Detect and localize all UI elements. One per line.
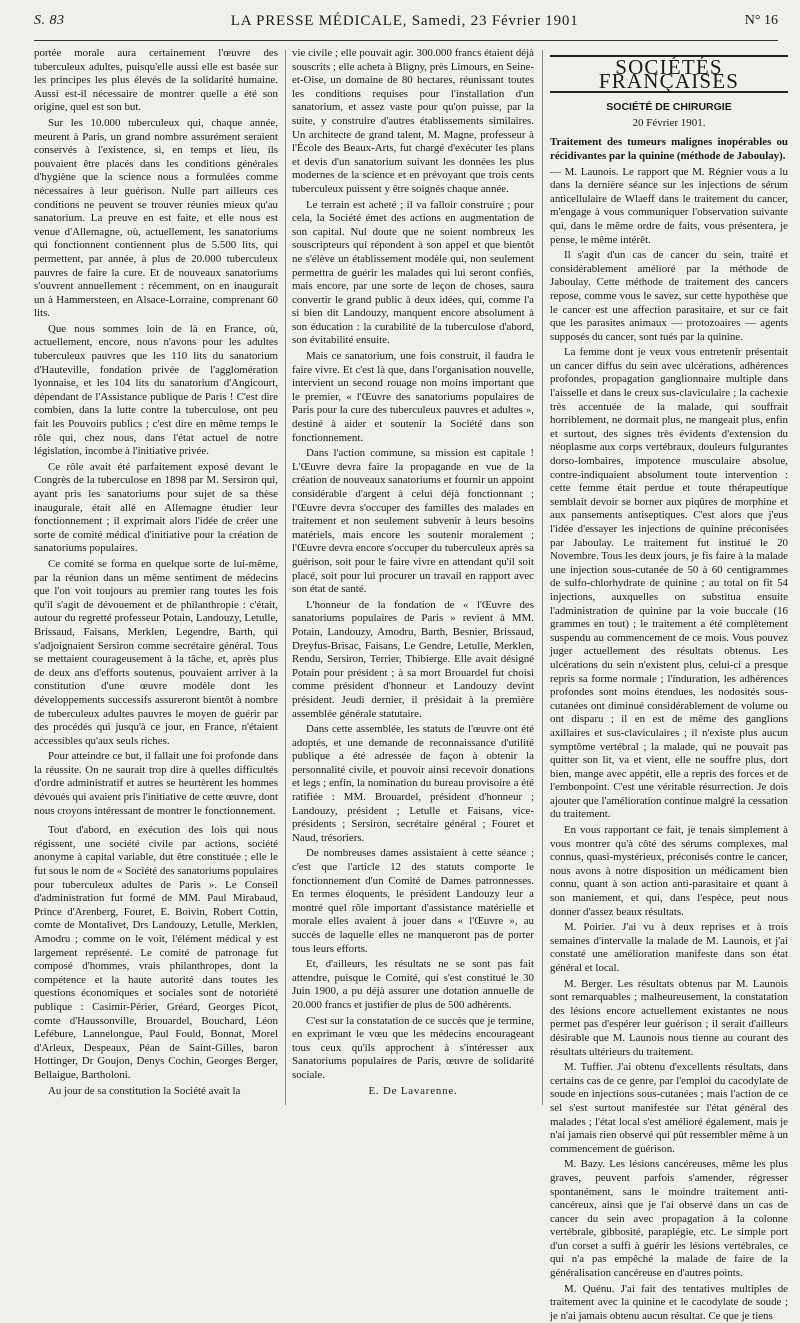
journal-title-date: LA PRESSE MÉDICALE, Samedi, 23 Février 1901 [230,12,579,29]
paragraph: M. Tuffier. J'ai obtenu d'excellents résultats, dans certains cas de ce genre, par l'emploi du cacodylate de soude en injections sous-cutanées ; mais l'action de ce sel s'est surtout manifestée sur l'état général des malades ; l'état local s'est amélioré également, mais je n'ai jamais rien observé qui pût ressembler même à un commencement de guérison. [550,1061,788,1155]
header-rule [34,40,778,41]
paragraph: portée morale aura certainement l'œuvre des tuberculeux adultes, puisqu'elle aussi elle est basée sur les principes les plus élevés de la solidarité humaine. Aussi est-il nécessaire de montrer quelle a été son origine, quel est son but. [34,47,278,114]
paragraph: Sur les 10.000 tuberculeux qui, chaque année, meurent à Paris, un grand nombre assurément seraient conservés à l'existence, si, en temps et lieu, ils pouvaient être placés dans les conditions générales d'hygiène que la science nous a formulées comme nécessaires à leur guérison. Nulle part ailleurs ces conditions ne peuvent se trouver réunies mieux qu'au sanatorium. La preuve en est faite, et elle nous est venue d'Allemagne, où, actuellement, les sanatoriums qui fonctionnent contiennent plus de 5.500 lits, qui permettent, par année, à plus de 20.000 tuberculeux pauvres de faire la cure. Et de nouveaux sanatoriums s'ouvrent annuellement : récemment, on en inaugurait un à Hammersteen, en Alsace-Lorraine, comprenant 60 lits. [34,116,278,320]
paragraph: C'est sur la constatation de ce succès que je termine, en exprimant le vœu que les médecins encourageant tous ceux qu'ils approchent à s'intéresser aux Sanatoriums populaires de Paris, œuvre de solidarité sociale. [292,1014,534,1081]
paragraph: Dans l'action commune, sa mission est capitale ! L'Œuvre devra faire la propagande en vue de la création de nouveaux sanatoriums et fournir un appoint considérable d'argent à celui déjà fonctionnant ; l'Œuvre devra s'occuper des familles des malades en traitement et non seulement subvenir à leurs besoins matériels, mais encore les soutenir moralement ; l'Œuvre devra encore s'occuper du tuberculeux après sa guérison, soit pour le faire vivre en attendant qu'il soit placé, soit pour lui procurer un travail en rapport avec son état de santé. [292,447,534,596]
paragraph: Dans cette assemblée, les statuts de l'œuvre ont été adoptés, et une demande de reconnaissance d'utilité publique a été adressée de façon à obtenir la personnalité civile, et pouvoir ainsi recevoir donations et legs ; enfin, la nomination du bureau provisoire a été ratifiée : MM. Brouardel, président d'honneur ; Landouzy, président ; Letulle et Faisans, vice-présidents ; Sersiron, secrétaire général ; Fouret et Naud, trésoriers. [292,723,534,844]
author-signature: E. De Lavarenne. [368,1084,458,1097]
paragraph: — M. Launois. Le rapport que M. Régnier vous a lu dans la dernière séance sur les injections de sérum anticellulaire de Wlaeff dans le traitement du cancer, m'engage à vous communiquer l'observation suivante qui, dans le même ordre de faits, vous présentera, je pense, le même intérêt. [550,165,788,246]
paragraph: M. Poirier. J'ai vu à deux reprises et à trois semaines d'intervalle la malade de M. Launois, et j'ai constaté une amélioration manifeste dans son état général et local. [550,921,788,974]
paragraph: M. Quénu. J'ai fait des tentatives multiples de traitement avec la quinine et le cacodylate de soude ; je n'ai jamais obtenu aucun résultat. Ce que je tiens [550,1282,788,1322]
paragraph: Le terrain est acheté ; il va falloir construire ; pour cela, la Société émet des actions en augmentation de son capital. Nul doute que ne soient nombreux les souscripteurs qui répondent à son appel et que bientôt ne s'élève un établissement modèle qui, non seulement permettra de guérir les malades qui lui seront confiés, mais encore, par une sorte de leçon de choses, saura convertir le grand public à deux idées, qui, comme l'a si bien dit Landouzy, manquent encore absolument à son éducation : la curabilité de la tuberculose d'abord, son évitabilité ensuite. [292,198,534,347]
paragraph: De nombreuses dames assistaient à cette séance ; c'est que l'article 12 des statuts comporte le fonctionnement d'un Comité de Dames patronnesses. En termes éloquents, le président Landouzy leur a montré quel rôle important d'assistance matérielle et morale elles avaient à jouer dans « l'Œuvre », au succès de laquelle elles ne manqueront pas de porter tous leurs efforts. [292,847,534,955]
page-header [34,4,778,38]
column-divider [542,50,543,1105]
paragraph: Il s'agit d'un cas de cancer du sein, traité et considérablement amélioré par la méthode de Jaboulay. Cette méthode de traitement des cancers repose, comme vous le savez, sur cette hypothèse que le cancer est une affection parasitaire, et sur ce fait que les parasites animaux — protozoaires — agents supposés du cancer, sont tués par la quinine. [550,249,788,343]
column-1 [34,47,278,1107]
paragraph: En vous rapportant ce fait, je tenais simplement à vous montrer qu'à côté des sérums complexes, mal connus, quasi-mystérieux, préconisés contre le cancer, nous avons à notre disposition un médicament bien connu, quant à son action anti-parasitaire et quant à son maniement, et qui, dans l'espèce, peut nous donner d'assez beaux résultats. [550,824,788,918]
paragraph: Au jour de sa constitution la Société avait la [48,1084,241,1097]
paragraph: M. Bazy. Les lésions cancéreuses, même les plus graves, peuvent parfois s'amender, régresser spontanément, sans le moindre traitement anti-cancéreux, ainsi que je l'ai observé dans un cas de cancer du sein avec propagation à la colonne vertébrale, gibbosité, paraplégie, etc. Le simple port d'un corset a suffi à guérir les lésions vertébrales, ce qui n'a pas empêché la malade de faire de la généralisation cancéreuse en d'autres points. [550,1158,788,1280]
column-2 [292,47,534,1107]
column-divider [285,50,286,1105]
society-heading: SOCIÉTÉ DE CHIRURGIE [606,101,732,114]
paragraph: Mais ce sanatorium, une fois construit, il faudra le faire vivre. Et c'est là que, dans l'organisation nouvelle, intervient un second rouage non moins important que le premier, « l'Œuvre des sanatoriums populaires de Paris pour la cure des tuberculeux pauvres et adultes », destiné à aider et soutenir la Société dans son fonctionnement. [292,350,534,444]
paragraph: Tout d'abord, en exécution des lois qui nous régissent, une société civile par actions, société anonyme à capital variable, dut être constituée ; elle le fut sous le nom de « Société des sanatoriums populaires pour tuberculeux adultes de Paris ». Le Conseil d'administration fut formé de MM. Paul Mirabaud, Prince d'Arenberg, Fouret, E. Boivin, Robert Cottin, comte de Montalivet, Drs Landouzy, Letulle, Merklen, Amodru ; comme on le voit, l'élément médical y est largement représenté. Le comité de patronage fut composé d'hommes, vrais philanthropes, dont la compétence et la haute autorité dans toutes les questions économiques et sociales sont de notoriété publique : Casimir-Périer, Gréard, Georges Picot, comte d'Haussonville, Brouardel, Bouchard, Léon Lefébure, Lannelongue, Paul Fould, Bonnat, Morel d'Arleux, Despeaux, Péan de Saint-Gilles, baron Hottinger, Dr Goujon, Denys Cochin, Georges Berger, Bellaigue, Bartholoni. [34,824,278,1081]
column-3 [550,47,788,1322]
paragraph: Et, d'ailleurs, les résultats ne se sont pas fait attendre, puisque le Comité, qui s'est constitué le 30 Juin 1900, a pu déjà assurer une dotation annuelle de 20.000 francs et justifier de plus de 500 adhérents. [292,958,534,1011]
paragraph: vie civile ; elle pouvait agir. 300.000 francs étaient déjà souscrits ; elle acheta à Bligny, près Limours, en Seine-et-Oise, un domaine de 80 hectares, réunissant toutes les conditions requises pour l'installation d'un sanatorium, et assez vaste pour qu'on puisse, par la suite, y construire d'autres établissements similaires. Un architecte de grand talent, M. Magne, professeur à l'École des Beaux-Arts, fut chargé d'exécuter les plans et devis d'un sanatorium suivant les données les plus modernes de la science et en prévoyant que trois cents tuberculeux puissent y être soignés chaque année. [292,47,534,195]
paragraph: La femme dont je veux vous entretenir présentait un cancer diffus du sein avec ulcérations, adhérences profondes, propagation ganglionnaire multiple dans l'aisselle et dans le creux sus-claviculaire ; la cachexie très accentuée de la malade, qui souffrait horriblement, ne dormait plus, ne mangeait plus, enfin et surtout, des signes très évidents d'extension du néoplasme aux corps vertébraux, douleurs fulgurantes dorso-lombaires, impotence musculaire absolue, contre-indiquaient absolument toute intervention : cette femme était perdue et toute thérapeutique semblait devoir se borner aux piqûres de morphine et aux pansements antiseptiques. C'est alors que j'eus l'idée d'essayer les injections de quinine préconisées par Jaboulay. Le traitement fut institué le 20 Novembre. Tous les deux jours, je fis faire à la malade une injection sous-cutanée de 50 à 60 centigrammes de sulfo-chlorhydrate de quinine ; au total on fit 54 injections, auxquelles on substitua ensuite l'administration de quinine par la voie buccale (16 grammes en tout) ; le traitement a été complètement suspendu au commencement de ce mois. Vous pouvez juger actuellement des résultats obtenus. Les ulcérations du sein n'existent plus, celui-ci a presque repris sa forme normale ; l'induration, les adhérences profondes sont moins étendues, les nodosités sous-cutanées ont diminué considérablement de volume ou ont disparu ; il en est de même des ganglions axillaires et sus-claviculaires ; il n'existe plus aucun symptôme vertébral ; la malade, qui ne pouvait pas quitter son lit, va et vient, elle ne souffre plus, dort bien, mange avec appétit, elle a repris des forces et de l'embonpoint. C'est une véritable résurrection. Je dois ajouter que l'amélioration continue malgré la cessation du traitement. [550,346,788,821]
issue-number: N° 16 [744,13,778,28]
paragraph: Ce comité se forma en quelque sorte de lui-même, par la réunion dans un même sentiment de médecins que l'on voit toujours au premier rang toutes les fois qu'il s'agit de dévouement et de philanthropie : c'était, autour du regretté professeur Potain, Landouzy, Letulle, Brissaud, Faisans, Merklen, Legendre, Barth, qui s'adjoignaient Sersiron comme secrétaire général. Tous se mettaient courageusement à la tâche, et, après plus de deux ans d'efforts soutenus, pouvaient arriver à la constitution d'une œuvre modèle dont les développements successifs assureront bientôt à nombre de tuberculeux adultes pauvres le moyen de guérir par des procédés qui jusqu'à ce jour, en France, n'étaient accessibles qu'aux seuls riches. [34,557,278,747]
paragraph: M. Berger. Les résultats obtenus par M. Launois sont remarquables ; malheureusement, la constatation des lésions encore actuellement existantes ne nous permet pas d'espérer leur guérison ; il serait d'ailleurs désirable que M. Launois nous tienne au courant des résultats ultérieurs du traitement. [550,977,788,1058]
section-title: SOCIÉTÉS FRANÇAISES [550,55,788,93]
article-title: Traitement des tumeurs malignes inopérables ou récidivantes par la quinine (méthode de Jaboulay). [550,136,788,162]
paragraph: L'honneur de la fondation de « l'Œuvre des sanatoriums populaires de Paris » revient à MM. Potain, Landouzy, Amodru, Barth, Besnier, Brissaud, Dreyfus-Brisac, Faisans, Le Gendre, Letulle, Merklen, Rendu, Sersiron, Terrier, Thibierge. Elle avait désigné Potain pour président ; à sa mort Brouardel fut choisi comme président d'honneur et Landouzy devint président. Jeudi dernier, il présidait à la première assemblée générale statutaire. [292,598,534,720]
paragraph: Pour atteindre ce but, il fallait une foi profonde dans la réussite. On ne saurait trop dire à quelles difficultés d'ordre administratif et autres se heurtèrent les hommes dévoués qui avaient pris l'initiative de cette œuvre, dont nous croyons intéressant de montrer le fonctionnement. [34,750,278,817]
paragraph: Ce rôle avait été parfaitement exposé devant le Congrès de la tuberculose en 1898 par M. Sersiron qui, ayant pris les sanatoriums pour sujet de sa thèse inaugurale, était allé en Allemagne étudier leur fonctionnement ; il exprimait alors l'idée de créer une sorte de comité médical d'initiative pour la création de sanatoriums populaires. [34,460,278,555]
page-number: S. 83 [34,13,65,28]
session-date: 20 Février 1901. [632,116,706,129]
paragraph: Que nous sommes loin de là en France, où, actuellement, encore, nous n'avons pour les adultes tuberculeux pauvres que les 110 lits du sanatorium d'Hauteville, fondation privée de l'agglomération lyonnaise, et les 104 lits du sanatorium d'Angicourt, dépendant de l'Assistance publique de Paris ! C'est dire combien, dans la lutte contre la tuberculose, ont peu fait les Pouvoirs publics ; c'est dire en même temps le rôle qui, chez nous, dans l'état actuel de notre législation, incombe à l'initiative privée. [34,322,278,458]
